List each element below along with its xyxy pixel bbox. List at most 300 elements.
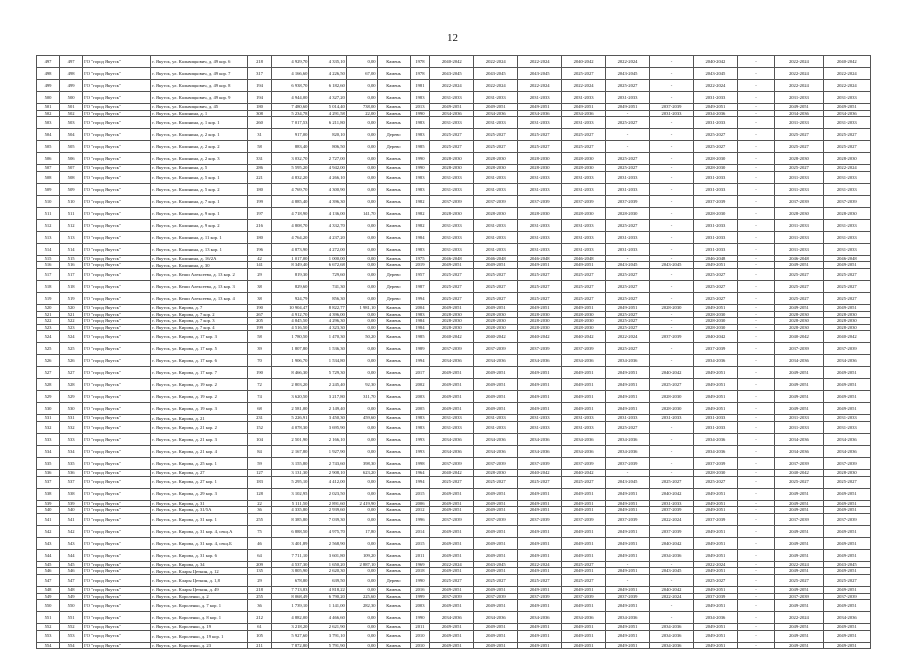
table-cell: 2049-2051 (775, 488, 823, 500)
table-cell: - (737, 141, 774, 153)
table-cell: Камень (377, 318, 410, 325)
table-cell: 2034-2036 (518, 433, 562, 445)
table-cell: 8 466,30 (272, 367, 309, 379)
table-cell: 2031-2033 (518, 92, 562, 104)
table-cell: 2025-2027 (775, 268, 823, 280)
table-cell: 2049-2051 (775, 630, 823, 642)
table-cell: ГО "город Якутск" (83, 304, 151, 311)
table-cell: - (737, 600, 774, 612)
table-cell: 2049-2051 (430, 586, 474, 593)
table-cell: 0,00 (346, 355, 377, 367)
table-cell: 2 501,90 (272, 433, 309, 445)
table-cell: 547 (37, 574, 60, 586)
table-cell: - (650, 219, 694, 231)
table-cell: - (737, 549, 774, 561)
table-cell: 2025-2027 (474, 129, 518, 141)
table-cell: 2049-2051 (693, 568, 737, 575)
table-cell: 5 595,20 (272, 165, 309, 172)
table-cell: 4 769,70 (272, 183, 309, 195)
table-row (37, 525, 871, 537)
table-cell: ГО "город Якутск" (83, 549, 151, 561)
table-cell: 2028-2030 (823, 324, 870, 331)
table-cell: - (737, 324, 774, 331)
table-cell: 2037-2039 (606, 593, 650, 600)
table-cell: 738,00 (346, 104, 377, 111)
table-cell: 4 226,50 (309, 68, 346, 80)
table-cell: 540 (60, 507, 83, 514)
table-cell: 5 791,90 (309, 642, 346, 649)
table-cell: 507 (37, 165, 60, 172)
table-cell: - (650, 421, 694, 433)
table-cell: 2043-2045 (606, 68, 650, 80)
table-cell: 5 729,30 (309, 367, 346, 379)
table-cell: 180 (247, 183, 271, 195)
table-cell: 2028-2030 (775, 153, 823, 165)
table-cell: 2025-2027 (518, 574, 562, 586)
table-cell: 2040-2042 (562, 331, 606, 343)
table-cell: 2049-2051 (823, 586, 870, 593)
table-cell: 534 (60, 445, 83, 457)
table-cell: ГО "город Якутск" (83, 355, 151, 367)
table-cell: 2049-2051 (823, 367, 870, 379)
table-cell: 2 419,90 (346, 500, 377, 507)
table-cell: 517 (37, 268, 60, 280)
table-cell: 180 (247, 104, 271, 111)
table-cell: 2031-2033 (474, 183, 518, 195)
table-cell: 2049-2051 (693, 600, 737, 612)
table-cell: ГО "город Якутск" (83, 391, 151, 403)
table-cell: 4 873,90 (272, 243, 309, 255)
table-row (37, 268, 871, 280)
table-cell: 4 332,70 (309, 219, 346, 231)
table-cell: 2043-2045 (823, 561, 870, 568)
table-cell: г. Якутск, ул. Кирова, д. 31 кор. 4, секц.А (151, 525, 248, 537)
table-cell: 2022-2024 (775, 68, 823, 80)
table-cell: - (737, 129, 774, 141)
table-cell: 513 (37, 231, 60, 243)
table-cell: 2049-2051 (823, 525, 870, 537)
table-cell: ГО "город Якутск" (83, 171, 151, 183)
table-cell: 2028-2030 (650, 304, 694, 311)
table-cell: 282,30 (346, 600, 377, 612)
table-cell: 2028-2030 (474, 153, 518, 165)
table-cell: 2034-2036 (430, 445, 474, 457)
table-cell: - (737, 153, 774, 165)
table-cell: 2049-2051 (775, 262, 823, 269)
table-cell: 211 (247, 642, 271, 649)
table-cell: 2037-2039 (693, 593, 737, 600)
table-cell: - (650, 600, 694, 612)
table-cell: 2031-2033 (562, 117, 606, 129)
table-cell: 546 (37, 568, 60, 575)
table-cell: - (650, 343, 694, 355)
table-cell: 2013 (410, 104, 430, 111)
table-cell: 2046-2048 (562, 255, 606, 262)
table-cell: 1 906,70 (272, 355, 309, 367)
table-cell: 2025-2027 (606, 311, 650, 318)
table-cell: 2031-2033 (562, 92, 606, 104)
table-cell: 2022-2024 (474, 80, 518, 92)
table-cell: - (737, 171, 774, 183)
table-cell: 8 349,40 (272, 262, 309, 269)
table-cell: 0,00 (346, 612, 377, 624)
table-cell: Камень (377, 104, 410, 111)
table-cell: 2049-2051 (606, 500, 650, 507)
table-cell: 2049-2051 (693, 549, 737, 561)
table-cell: 190 (247, 304, 271, 311)
table-cell: ГО "город Якутск" (83, 80, 151, 92)
table-cell: 2025-2027 (474, 280, 518, 292)
table-cell: 2031-2033 (606, 171, 650, 183)
table-cell: 2049-2051 (474, 624, 518, 631)
table-cell: 17,80 (346, 525, 377, 537)
table-cell: 2034-2036 (430, 110, 474, 117)
table-cell: 2 939,60 (309, 507, 346, 514)
table-cell: 2037-2039 (775, 195, 823, 207)
table-cell: г. Якутск, ул. Кальвицкович, д. 49 кор. 6 (151, 56, 248, 68)
table-cell: 2031-2033 (775, 92, 823, 104)
table-cell: 2049-2051 (474, 488, 518, 500)
table-cell: 2025-2027 (474, 268, 518, 280)
table-cell: 501 (37, 104, 60, 111)
table-cell: 2049-2051 (518, 537, 562, 549)
table-cell: 127 (247, 469, 271, 476)
table-cell: 2049-2051 (693, 304, 737, 311)
table-cell: - (737, 624, 774, 631)
table-cell: 2025-2027 (518, 141, 562, 153)
table-cell: г. Якутск, ул. Калинина, д. 13 кор. 1 (151, 243, 248, 255)
table-cell: 2025-2027 (775, 292, 823, 304)
table-cell: 1993 (410, 433, 430, 445)
table-cell: г. Якутск, ул. Кирова, д. 19 кор. 2 (151, 391, 248, 403)
table-row (37, 141, 871, 153)
table-cell: Камень (377, 355, 410, 367)
table-cell: 2022-2024 (606, 331, 650, 343)
table-cell: - (737, 433, 774, 445)
table-cell: 2049-2051 (693, 367, 737, 379)
table-cell: Камень (377, 525, 410, 537)
table-cell: 4 764,20 (272, 231, 309, 243)
table-cell: 2025-2027 (430, 280, 474, 292)
table-cell: 4 944,00 (272, 92, 309, 104)
table-cell: 0,00 (346, 624, 377, 631)
table-cell: 4 466,60 (309, 612, 346, 624)
table-cell: 2037-2039 (693, 457, 737, 469)
table-cell: 2043-2045 (518, 68, 562, 80)
table-cell: 2034-2036 (650, 549, 694, 561)
table-cell: 2037-2039 (693, 513, 737, 525)
table-row (37, 219, 871, 231)
table-cell: 29 (247, 574, 271, 586)
table-cell: 532 (60, 421, 83, 433)
table-cell: 2034-2036 (474, 445, 518, 457)
table-cell: 2025-2027 (823, 280, 870, 292)
table-cell: 38 (247, 280, 271, 292)
table-cell: 516 (60, 262, 83, 269)
table-cell: 2034-2036 (562, 612, 606, 624)
table-cell: 2031-2033 (693, 231, 737, 243)
table-cell: 0,00 (346, 642, 377, 649)
table-cell: 2031-2033 (518, 421, 562, 433)
table-cell: 2028-2030 (430, 311, 474, 318)
table-cell: 6 790,20 (309, 593, 346, 600)
table-cell: 199 (247, 195, 271, 207)
table-cell: ГО "город Якутск" (83, 343, 151, 355)
table-cell: 2049-2051 (775, 600, 823, 612)
table-cell: Камень (377, 537, 410, 549)
table-cell: - (650, 165, 694, 172)
table-cell: г. Якутск, ул. Калинина, д. 2 кор. 3 (151, 153, 248, 165)
table-row (37, 304, 871, 311)
table-cell: 0,00 (346, 476, 377, 488)
table-cell: 523 (37, 324, 60, 331)
table-cell: 2049-2051 (562, 262, 606, 269)
table-cell: 1 807,80 (272, 343, 309, 355)
table-cell: 2049-2051 (430, 488, 474, 500)
table-row (37, 415, 871, 422)
table-cell: 2028-2030 (430, 165, 474, 172)
table-cell: 7 872,80 (272, 642, 309, 649)
table-cell: 2014 (410, 525, 430, 537)
table-cell: 530 (37, 403, 60, 415)
table-cell: 0,00 (346, 507, 377, 514)
table-cell: 2049-2051 (518, 304, 562, 311)
table-cell: 2049-2051 (562, 568, 606, 575)
table-cell: 2034-2036 (474, 612, 518, 624)
table-cell: Камень (377, 343, 410, 355)
table-cell: ГО "город Якутск" (83, 513, 151, 525)
table-cell: 2049-2051 (518, 600, 562, 612)
table-cell: 231 (247, 415, 271, 422)
table-cell: 2046-2048 (693, 255, 737, 262)
table-cell: 0,00 (346, 268, 377, 280)
table-cell: 2025-2027 (430, 574, 474, 586)
table-cell: ГО "город Якутск" (83, 153, 151, 165)
table-cell: Камень (377, 195, 410, 207)
table-cell: 537 (37, 476, 60, 488)
table-cell: 2049-2051 (474, 500, 518, 507)
table-cell: г. Якутск, ул. Клары Цеткин, д. 1,8 (151, 574, 248, 586)
table-cell: - (737, 280, 774, 292)
table-cell: - (737, 513, 774, 525)
table-cell: 2 023,50 (309, 488, 346, 500)
table-cell: ГО "город Якутск" (83, 331, 151, 343)
table-cell: 84 (247, 445, 271, 457)
table-cell: 2028-2030 (693, 207, 737, 219)
table-cell: 2025-2027 (518, 280, 562, 292)
table-cell: 2025-2027 (606, 165, 650, 172)
table-cell: 2025-2027 (693, 476, 737, 488)
table-cell: 2022-2024 (606, 56, 650, 68)
table-cell: Камень (377, 642, 410, 649)
table-cell: Камень (377, 600, 410, 612)
table-cell: 2031-2033 (562, 421, 606, 433)
table-cell: 510 (37, 195, 60, 207)
table-cell: 1999 (410, 593, 430, 600)
table-cell: г. Якутск, ул. Кирова, д. 7 (151, 304, 248, 311)
table-cell: - (650, 469, 694, 476)
table-cell: 2049-2051 (606, 624, 650, 631)
table-cell: 2043-2045 (430, 68, 474, 80)
table-row (37, 537, 871, 549)
table-row (37, 355, 871, 367)
table-cell: Камень (377, 500, 410, 507)
table-cell: 553 (37, 630, 60, 642)
table-cell: 2049-2051 (823, 630, 870, 642)
table-cell: 2028-2030 (693, 469, 737, 476)
table-cell: 2034-2036 (562, 110, 606, 117)
table-cell: 42 (247, 255, 271, 262)
table-cell: 29 (247, 268, 271, 280)
table-cell: Камень (377, 367, 410, 379)
table-cell: ГО "город Якутск" (83, 469, 151, 476)
table-cell: 0,00 (346, 568, 377, 575)
table-cell: 3 032,70 (272, 153, 309, 165)
table-row (37, 367, 871, 379)
table-cell: ГО "город Якутск" (83, 280, 151, 292)
table-cell: 4 237,20 (309, 231, 346, 243)
table-cell: ГО "город Якутск" (83, 110, 151, 117)
table-cell: ГО "город Якутск" (83, 476, 151, 488)
table-cell: 2037-2039 (823, 457, 870, 469)
table-cell: 2005 (410, 403, 430, 415)
table-cell: г. Якутск, ул. Кирова, д. 27 (151, 469, 248, 476)
table-row (37, 292, 871, 304)
table-cell: 2031-2033 (430, 183, 474, 195)
table-row (37, 642, 871, 649)
table-row (37, 262, 871, 269)
table-cell: 2040-2042 (693, 56, 737, 68)
table-cell: г. Якутск, ул. Калинина, д. 16/2А (151, 255, 248, 262)
table-cell: ГО "город Якутск" (83, 141, 151, 153)
table-cell: 526 (37, 355, 60, 367)
table-cell: 1 534,80 (309, 355, 346, 367)
table-cell: 2022-2024 (518, 56, 562, 68)
table-cell: 2028-2030 (518, 165, 562, 172)
table-cell: 502 (37, 110, 60, 117)
table-cell: 2049-2051 (606, 104, 650, 111)
table-cell: 2025-2027 (430, 476, 474, 488)
table-cell: 0,00 (346, 129, 377, 141)
table-cell: 2028-2030 (693, 311, 737, 318)
table-cell: г. Якутск, ул. Короленко, д. 19 (151, 624, 248, 631)
table-cell: 194 (247, 80, 271, 92)
table-cell: 152 (247, 421, 271, 433)
table-cell: - (650, 268, 694, 280)
table-cell: - (737, 68, 774, 80)
table-cell: - (737, 476, 774, 488)
table-cell: 2015 (410, 537, 430, 549)
table-cell: Камень (377, 219, 410, 231)
table-cell: ГО "город Якутск" (83, 403, 151, 415)
table-cell: 218 (247, 586, 271, 593)
table-cell: 2006 (410, 500, 430, 507)
table-cell: 2031-2033 (606, 243, 650, 255)
table-cell: 2049-2051 (518, 586, 562, 593)
table-cell: - (606, 110, 650, 117)
table-cell: 520 (37, 304, 60, 311)
housing-table (36, 55, 871, 649)
table-cell: 2025-2027 (606, 292, 650, 304)
table-cell: 4 136,00 (309, 207, 346, 219)
table-cell: 498 (60, 68, 83, 80)
table-cell: 2049-2051 (693, 403, 737, 415)
table-cell: 2049-2051 (518, 624, 562, 631)
table-cell: 4 412,00 (309, 476, 346, 488)
table-cell: г. Якутск, ул. Калинина, д. 2 кор. 1 (151, 129, 248, 141)
table-cell: 539 (37, 500, 60, 507)
table-cell: 2034-2036 (823, 612, 870, 624)
table-row (37, 255, 871, 262)
table-cell: - (650, 445, 694, 457)
table-cell: 2025-2027 (606, 80, 650, 92)
table-cell: - (737, 207, 774, 219)
table-cell: 503 (60, 117, 83, 129)
table-cell: ГО "город Якутск" (83, 367, 151, 379)
table-cell: 2025-2027 (562, 268, 606, 280)
table-cell: 4 537,30 (272, 561, 309, 568)
table-row (37, 391, 871, 403)
table-cell: 549 (37, 593, 60, 600)
table-cell: 2025-2027 (518, 129, 562, 141)
table-cell: 551 (60, 612, 83, 624)
table-cell: 2049-2051 (430, 500, 474, 507)
table-cell: 527 (60, 367, 83, 379)
table-cell: - (737, 403, 774, 415)
table-cell: 2025-2027 (606, 280, 650, 292)
table-cell: 2037-2039 (430, 343, 474, 355)
table-cell: ГО "город Якутск" (83, 445, 151, 457)
table-cell: 519 (60, 292, 83, 304)
table-cell: 2040-2042 (650, 367, 694, 379)
table-cell: - (737, 311, 774, 318)
table-cell: 554 (37, 642, 60, 649)
table-cell: 2028-2030 (562, 318, 606, 325)
table-cell: ГО "город Якутск" (83, 500, 151, 507)
table-cell: 2 908,10 (309, 469, 346, 476)
table-cell: Камень (377, 243, 410, 255)
table-cell: 550 (60, 600, 83, 612)
table-cell: г. Якутск, ул. Калинина, д. 2 кор. 2 (151, 141, 248, 153)
table-cell: 2049-2051 (823, 600, 870, 612)
table-cell: 190 (247, 367, 271, 379)
table-cell: г. Якутск, ул. Кирова, д. 19 кор. 2 (151, 379, 248, 391)
table-cell: 2028-2030 (562, 165, 606, 172)
table-cell: - (650, 318, 694, 325)
table-cell: 2 727,00 (309, 153, 346, 165)
table-cell: - (737, 642, 774, 649)
table-cell: Камень (377, 433, 410, 445)
table-cell: 2028-2030 (823, 318, 870, 325)
table-cell: 2049-2051 (430, 624, 474, 631)
table-cell: 2017 (410, 367, 430, 379)
table-cell: 2049-2051 (430, 304, 474, 311)
table-cell: 2031-2033 (518, 171, 562, 183)
table-cell: ГО "город Якутск" (83, 612, 151, 624)
table-cell: г. Якутск, ул. Кирова, д. 17 кор. 5 (151, 343, 248, 355)
table-cell: ГО "город Якутск" (83, 537, 151, 549)
table-cell: 2028-2030 (474, 311, 518, 318)
table-cell: 2025-2027 (823, 476, 870, 488)
table-cell: 0,00 (346, 445, 377, 457)
table-cell: 2037-2039 (823, 195, 870, 207)
table-cell: 2034-2036 (650, 642, 694, 649)
table-cell: 545 (37, 561, 60, 568)
table-cell: 2031-2033 (562, 183, 606, 195)
table-cell: 2031-2033 (518, 183, 562, 195)
table-cell: - (737, 367, 774, 379)
table-cell: Камень (377, 469, 410, 476)
